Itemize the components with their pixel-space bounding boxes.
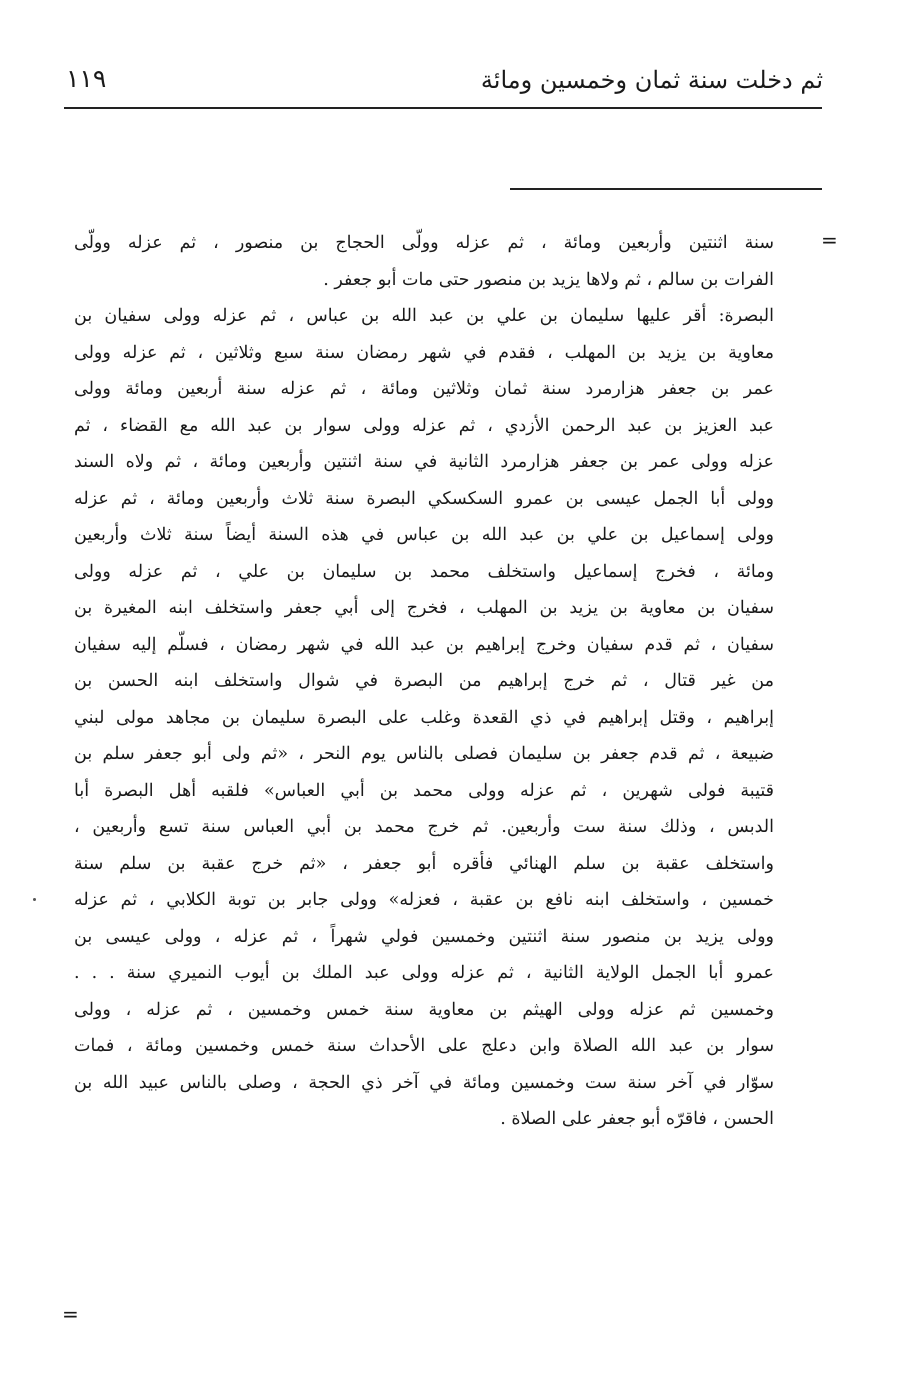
- text-line: ضبيعة ، ثم قدم جعفر بن سليمان فصلى بالناس يوم النحر ، «ثم ولى أبو جعفر سلم بن: [74, 744, 774, 764]
- text-line: إبراهيم ، وقتل إبراهيم في ذي القعدة وغلب على البصرة سليمان بن مجاهد مولى لبني: [74, 707, 774, 728]
- margin-dot: [33, 898, 36, 901]
- text-line: وولى أبا الجمل عيسى بن عمرو السكسكي البصرة سنة ثلاث وأربعين ومائة ، ثم عزله: [74, 488, 774, 509]
- footnote-continuation-mark-bottom: =: [62, 1302, 79, 1326]
- running-title: ثم دخلت سنة ثمان وخمسين ومائة: [480, 66, 823, 94]
- footnote-text-block: [74, 225, 774, 1138]
- text-line: وولى يزيد بن منصور سنة اثنتين وخمسين فولي شهراً ، ثم عزله ، وولى عيسى بن: [74, 926, 774, 947]
- footnote-separator-rule: [510, 188, 822, 190]
- text-line: سوار بن عبد الله الصلاة وابن دعلج على الأحداث سنة خمس وخمسين ومائة ، فمات: [74, 1036, 774, 1056]
- header-rule: [64, 107, 822, 109]
- text-line: واستخلف عقبة بن سلم الهنائي فأقره أبو جعفر ، «ثم خرج عقبة بن سلم سنة: [74, 853, 774, 874]
- text-line: عمر بن جعفر هزارمرد سنة ثمان وثلاثين ومائة ، ثم عزله سنة أربعين ومائة وولى: [74, 379, 774, 399]
- text-line: الفرات بن سالم ، ثم ولاها يزيد بن منصور حتى مات أبو جعفر .: [323, 269, 774, 290]
- text-line: من غير قتال ، ثم خرج إبراهيم من البصرة في شوال واستخلف ابنه الحسن بن: [74, 671, 774, 691]
- text-line: ومائة ، فخرج إسماعيل واستخلف محمد بن سليمان بن علي ، ثم عزله وولى: [74, 561, 774, 582]
- text-line: عزله وولى عمر بن جعفر هزارمرد الثانية في سنة اثنتين وأربعين ومائة ، ثم ولاه السند: [74, 452, 774, 472]
- text-line: عمرو أبا الجمل الولاية الثانية ، ثم عزله وولى عبد الملك بن أيوب النميري سنة . . .: [74, 963, 774, 983]
- text-line: سوّار في آخر سنة ست وخمسين ومائة في آخر ذي الحجة ، وصلى بالناس عبيد الله بن: [74, 1072, 774, 1093]
- text-line: معاوية بن يزيد بن المهلب ، فقدم في شهر رمضان سنة سبع وثلاثين ، ثم عزله وولى: [74, 342, 774, 363]
- text-line: سفيان ، ثم قدم سفيان وخرج إبراهيم بن عبد الله في شهر رمضان ، فسلّم إليه سفيان: [74, 634, 774, 655]
- text-line: البصرة: أقر عليها سليمان بن علي بن عبد الله بن عباس ، ثم عزله وولى سفيان بن: [74, 306, 774, 326]
- footnote-continuation-mark-top: =: [821, 228, 838, 252]
- text-line: الدبس ، وذلك سنة ست وأربعين. ثم خرج محمد بن أبي العباس سنة تسع وأربعين ،: [74, 817, 774, 837]
- text-line: خمسين ، واستخلف ابنه نافع بن عقبة ، فعزله» وولى جابر بن توبة الكلابي ، ثم عزله: [74, 890, 774, 910]
- text-line: الحسن ، فاقرّه أبو جعفر على الصلاة .: [500, 1109, 774, 1129]
- text-line: قتيبة فولى شهرين ، ثم عزله وولى محمد بن أبي العباس» فلقبه أهل البصرة أبا: [74, 780, 774, 801]
- text-line: سفيان بن معاوية بن يزيد بن المهلب ، فخرج إلى أبي جعفر واستخلف ابنه المغيرة بن: [74, 598, 774, 618]
- text-line: سنة اثنتين وأربعين ومائة ، ثم عزله وولّى الحجاج بن منصور ، ثم عزله وولّى: [74, 233, 774, 253]
- page-number: ١١٩: [66, 64, 107, 93]
- text-line: وخمسين ثم عزله وولى الهيثم بن معاوية سنة خمس وخمسين ، ثم عزله ، وولى: [74, 999, 774, 1020]
- text-line: عبد العزيز بن عبد الرحمن الأزدي ، ثم عزله وولى سوار بن عبد الله مع القضاء ، ثم: [74, 415, 774, 436]
- text-line: وولى إسماعيل بن علي بن عبد الله بن عباس في هذه السنة أيضاً سنة ثلاث وأربعين: [74, 525, 774, 545]
